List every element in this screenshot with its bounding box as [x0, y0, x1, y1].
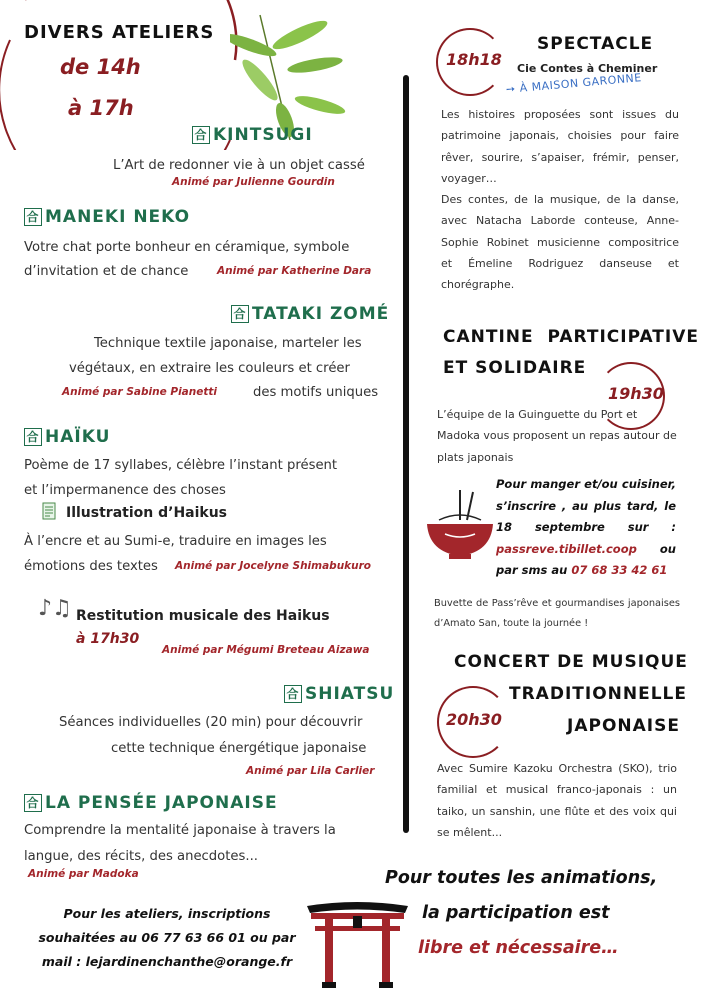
haiku-illus-desc-1: À l’encre et au Sumi-e, traduire en images les: [24, 534, 327, 549]
inscription-line-1: Pour les ateliers, inscriptions: [63, 906, 271, 921]
kanji-icon: 合: [284, 685, 302, 703]
kintsugi-desc: L’Art de redonner vie à un objet cassé: [113, 158, 365, 173]
tataki-desc-3: des motifs uniques: [253, 385, 379, 400]
haiku-music-title: Restitution musicale des Haikus: [76, 608, 330, 624]
concert-desc: Avec Sumire Kazoku Orchestra (SKO), trio familial et musical franco-japonais : un taiko, un sanshin, une flûte et des voix qui se mêlent...: [437, 762, 677, 839]
maneki-title: 合 MANEKI NEKO: [24, 207, 190, 227]
cantine-register-text: Pour manger et/ou cuisiner, s’inscrire , au plus tard, le 18 septembre sur :: [496, 477, 676, 534]
tataki-desc-2: végétaux, en extraire les couleurs et créer: [69, 361, 350, 376]
haiku-illus-title: Illustration d’Haikus: [66, 505, 228, 521]
tataki-anim: Animé par Sabine Pianetti: [62, 386, 217, 398]
haiku-desc-1: Poème de 17 syllabes, célèbre l’instant présent: [24, 458, 338, 473]
document-icon: [42, 502, 56, 520]
ramen-bowl-icon: [425, 490, 495, 562]
shiatsu-anim: Animé par Lila Carlier: [246, 765, 375, 777]
tataki-desc-1: Technique textile japonaise, marteler les: [94, 336, 362, 351]
concert-title-1: CONCERT DE MUSIQUE: [454, 652, 688, 672]
haiku-illus-anim: Animé par Jocelyne Shimabukuro: [175, 560, 372, 572]
kanji-icon: 合: [24, 428, 42, 446]
inscription-line-3: mail : lejardinenchanthe@orange.fr: [41, 954, 293, 969]
cantine-register-sms: par sms au: [496, 563, 568, 577]
shiatsu-desc-2: cette technique énergétique japonaise: [111, 741, 367, 756]
cantine-title-2: ET SOLIDAIRE: [443, 358, 587, 378]
spectacle-title: SPECTACLE: [537, 34, 654, 54]
kanji-icon: 合: [24, 208, 42, 226]
cantine-time: 19h30: [608, 384, 664, 403]
footer-line-1: Pour toutes les animations,: [385, 868, 658, 888]
kintsugi-title: 合 KINTSUGI: [192, 125, 313, 145]
ateliers-time-to: à 17h: [68, 96, 134, 120]
spectacle-time: 18h18: [446, 50, 502, 69]
spectacle-place: ➙ À MAISON GARONNE: [505, 71, 643, 96]
maneki-desc-2: d’invitation et de chance: [24, 264, 189, 279]
tataki-title: 合 TATAKI ZOMÉ: [231, 304, 389, 324]
ateliers-title: DIVERS ATELIERS: [24, 22, 215, 43]
pensee-anim: Animé par Madoka: [28, 868, 139, 880]
kanji-icon: 合: [192, 126, 210, 144]
buvette-text: Buvette de Pass’rêve et gourmandises japonaises d’Amato San, toute la journée !: [434, 598, 680, 629]
ateliers-time-from: de 14h: [60, 55, 141, 79]
concert-time: 20h30: [446, 710, 502, 729]
footer-line-3: libre et nécessaire…: [418, 938, 619, 958]
shiatsu-title: 合 SHIATSU: [284, 684, 394, 704]
pensee-title: 合 LA PENSÉE JAPONAISE: [24, 793, 278, 813]
cantine-register-or: ou: [659, 541, 676, 556]
maneki-anim: Animé par Katherine Dara: [217, 265, 372, 277]
cantine-register: [496, 474, 676, 582]
kanji-icon: 合: [231, 305, 249, 323]
inscription-block: [22, 902, 312, 974]
concert-title-2: TRADITIONNELLE: [509, 684, 687, 704]
spectacle-p1: Les histoires proposées sont issues du patrimoine japonais, choisies pour faire rêver, sourire, s’apaiser, frémir, penser, voyager…: [441, 108, 679, 185]
maneki-desc-1: Votre chat porte bonheur en céramique, symbole: [24, 240, 350, 255]
pensee-desc-2: langue, des récits, des anecdotes...: [24, 849, 258, 864]
spectacle-p2: Des contes, de la musique, de la danse, avec Natacha Laborde conteuse, Anne-Sophie Robinet musicienne compositrice et Émeline Rodriguez danseuse et chorégraphe.: [441, 193, 679, 292]
spectacle-company: Cie Contes à Cheminer: [517, 62, 658, 75]
music-notes-icon: ♪♫: [38, 596, 72, 621]
haiku-title: 合 HAÏKU: [24, 427, 110, 447]
inscription-line-2: souhaitées au 06 77 63 66 01 ou par: [38, 930, 296, 945]
kanji-icon: 合: [24, 794, 42, 812]
vertical-divider: [403, 75, 409, 833]
pensee-desc-1: Comprendre la mentalité japonaise à travers la: [24, 823, 336, 838]
concert-title-3: JAPONAISE: [567, 716, 680, 736]
kintsugi-anim: Animé par Julienne Gourdin: [172, 176, 335, 188]
haiku-music-anim: Animé par Mégumi Breteau Aizawa: [162, 644, 370, 656]
haiku-desc-2: et l’impermanence des choses: [24, 483, 226, 498]
cantine-title-1: CANTINE PARTICIPATIVE: [443, 327, 699, 347]
cantine-register-phone: 07 68 33 42 61: [571, 563, 668, 577]
arrow-icon: ➙: [505, 81, 521, 96]
footer-line-2: la participation est: [422, 903, 610, 923]
cantine-desc: L’équipe de la Guinguette du Port et Madoka vous proposent un repas autour de plats japonais: [437, 408, 677, 464]
shiatsu-desc-1: Séances individuelles (20 min) pour découvrir: [59, 715, 363, 730]
cantine-register-link[interactable]: passreve.tibillet.coop: [496, 541, 637, 556]
haiku-music-time: à 17h30: [76, 631, 140, 647]
haiku-illus-desc-2: émotions des textes: [24, 559, 158, 574]
torii-gate-illustration: [305, 898, 410, 990]
